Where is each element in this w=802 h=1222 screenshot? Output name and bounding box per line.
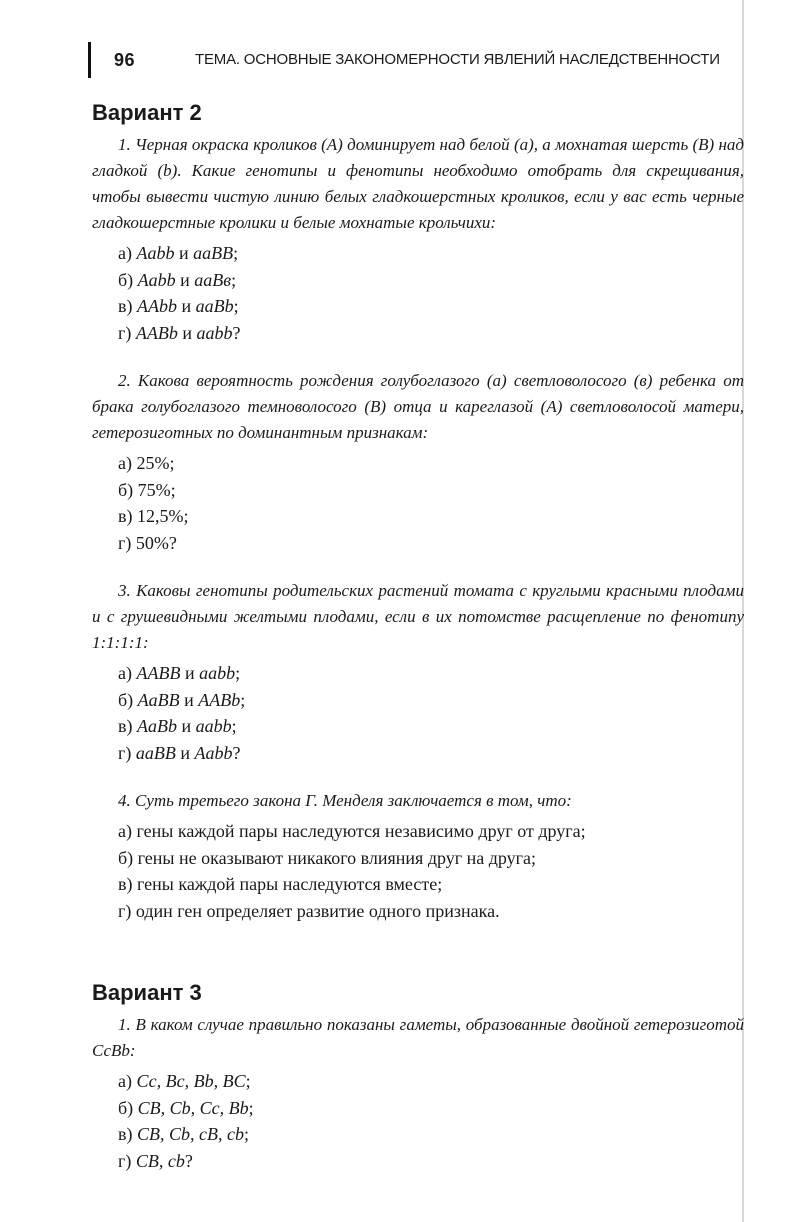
v2-q2-option: б) 75%; [118, 479, 176, 500]
v2-q1-text: 1. Черная окраска кроликов (А) доминирует над белой (а), а мохнатая шерсть (В) над гладкой (b). Какие генотипы и фенотипы необходимо отобрать для скрещивания, чтобы вывести чистую линию белых гладкошерстных кроликов, если у вас есть черные гладкошерстные кролики и белые мохнатые крольчихи: [92, 135, 744, 232]
v2-q3-option: б) AaBB и AABb; [118, 689, 246, 710]
variant3-section [92, 980, 744, 1174]
v2-q3-option: г) aaBB и Aabb? [118, 742, 241, 763]
v2-q1-option: б) Aabb и aaBв; [118, 269, 237, 290]
v2-q2-option: а) 25%; [118, 453, 175, 473]
v2-q4-options [92, 818, 744, 924]
v2-q1-options [92, 240, 744, 346]
variant2-section [92, 100, 744, 924]
v2-q1-option: в) AAbb и aaBb; [118, 296, 239, 316]
variant2-heading: Вариант 2 [92, 100, 202, 125]
header-title: ТЕМА. ОСНОВНЫЕ ЗАКОНОМЕРНОСТИ ЯВЛЕНИЙ НАСЛЕДСТВЕННОСТИ [195, 51, 720, 68]
v3-q1-option: г) CB, cb? [118, 1150, 193, 1171]
v2-q3-option: в) AaBb и aabb; [118, 716, 237, 736]
v2-q1-option: г) AABb и aabb? [118, 322, 241, 343]
v2-q3-option: а) AABB и aabb; [118, 663, 241, 683]
running-header [88, 42, 748, 78]
v2-q1-option: а) Aabb и aaBB; [118, 243, 239, 263]
v2-q4-option: б) гены не оказывают никакого влияния друг на друга; [118, 847, 537, 868]
v2-q2-option: в) 12,5%; [118, 506, 189, 526]
v3-q1-option: а) Сс, Вс, Bb, BC; [118, 1071, 251, 1091]
v2-q4-option: г) один ген определяет развитие одного признака. [118, 900, 500, 921]
v2-q2-text: 2. Какова вероятность рождения голубоглазого (а) светловолосого (в) ребенка от брака голубоглазого темноволосого (В) отца и кареглазой (А) светловолосой матери, гетерозиготных по доминантным признакам: [92, 371, 744, 442]
v2-q4-option: в) гены каждой пары наследуются вместе; [118, 874, 443, 894]
page-number: 96 [114, 50, 136, 70]
v2-q2-option: г) 50%? [118, 532, 177, 553]
v3-q1-text: 1. В каком случае правильно показаны гаметы, образованные двойной гетерозиготой СсВb: [92, 1015, 744, 1060]
header-bar [88, 42, 91, 78]
variant3-heading: Вариант 3 [92, 980, 202, 1005]
v3-q1-option: б) CB, Cb, Cc, Bb; [118, 1097, 254, 1118]
v3-q1-options [92, 1068, 744, 1174]
v2-q2-options [92, 450, 744, 556]
v2-q4-text: 4. Суть третьего закона Г. Менделя заключается в том, что: [118, 791, 572, 810]
v3-q1-option: в) CB, Cb, cB, cb; [118, 1124, 249, 1144]
v2-q3-options [92, 660, 744, 766]
v2-q3-text: 3. Каковы генотипы родительских растений томата с круглыми красными плодами и с грушевидными желтыми плодами, если в их потомстве расщепление по фенотипу 1:1:1:1: [92, 581, 744, 652]
v2-q4-option: а) гены каждой пары наследуются независимо друг от друга; [118, 821, 586, 841]
